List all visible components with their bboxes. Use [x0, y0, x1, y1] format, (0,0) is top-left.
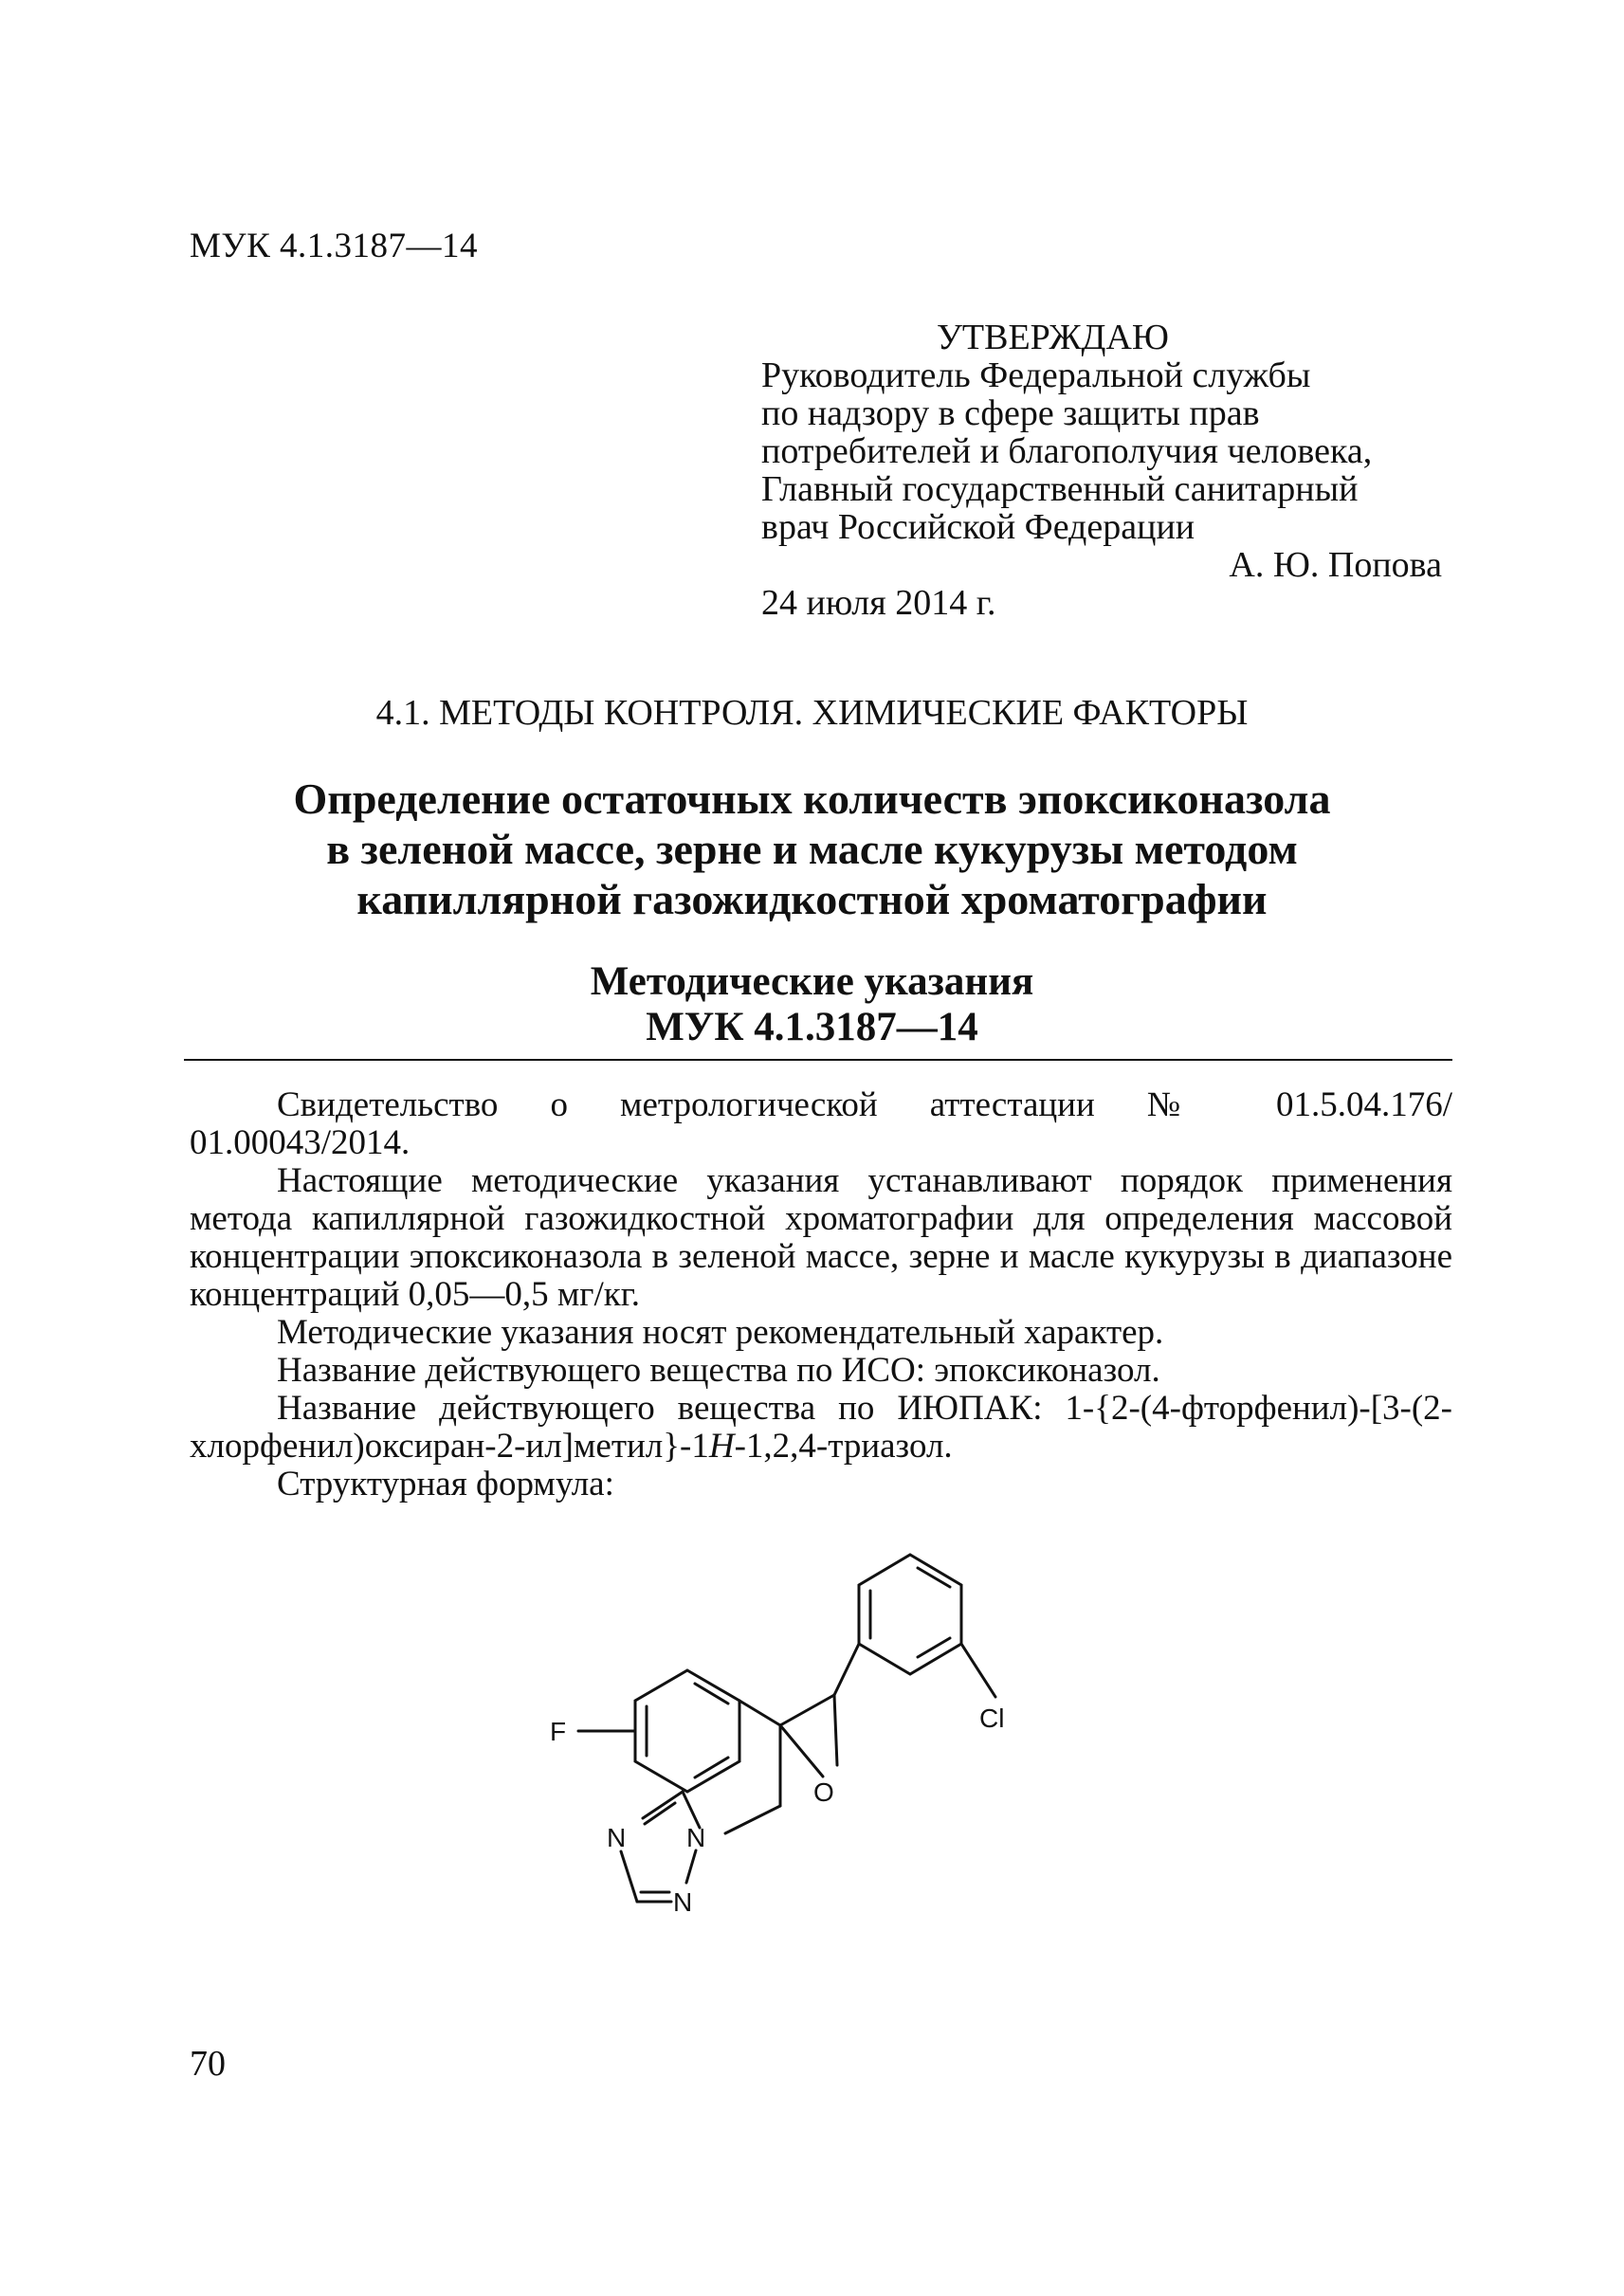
approval-heading: УТВЕРЖДАЮ [937, 318, 1169, 357]
approval-signer: А. Ю. Попова [1229, 545, 1442, 585]
aryl-epoxide-bond [739, 1701, 780, 1725]
epoxide-bond [834, 1695, 837, 1765]
subtitle-line: МУК 4.1.3187—14 [646, 1005, 978, 1049]
atom-label-cl: Cl [979, 1704, 1005, 1733]
aryl-epoxide-bond [834, 1644, 859, 1695]
atom-label-n: N [686, 1823, 706, 1852]
triazole-bond [621, 1851, 637, 1902]
fluorophenyl-ring-double-bond [695, 1684, 728, 1704]
triazole-bond [686, 1850, 696, 1883]
approval-block [761, 319, 1442, 622]
approval-line: врач Российской Федерации [761, 507, 1195, 547]
approval-line: Главный государственный санитарный [761, 469, 1359, 509]
advisory-paragraph: Методические указания носят рекомендательный характер. [277, 1313, 1164, 1352]
certificate-continuation: 01.00043/2014. [190, 1123, 411, 1162]
iupac-name-paragraph [190, 1390, 1452, 1466]
page-number: 70 [190, 2044, 226, 2084]
document-code: МУК 4.1.3187—14 [190, 227, 479, 265]
title-line: капиллярной газожидкостной хроматографии [356, 875, 1268, 923]
section-heading: 4.1. МЕТОДЫ КОНТРОЛЯ. ХИМИЧЕСКИЕ ФАКТОРЫ [375, 693, 1249, 733]
fluorophenyl-ring-double-bond [695, 1758, 728, 1777]
subtitle-line: Методические указания [590, 959, 1034, 1004]
approval-date: 24 июля 2014 г. [761, 583, 996, 623]
iupac-italic-h: H [708, 1427, 735, 1466]
iso-name-paragraph: Название действующего вещества по ИСО: эпоксиконазол. [277, 1351, 1160, 1390]
triazole-bond [643, 1792, 683, 1818]
iupac-name-text: Название действующего вещества по ИЮПАК: 1-{2-(4-фторфенил)-[3-(2-хлорфенил)оксиран-2-ил]метил}-1 [190, 1389, 1452, 1466]
horizontal-rule [184, 1059, 1452, 1061]
document-subtitle [0, 959, 1624, 1050]
purpose-paragraph: Настоящие методические указания устанавливают порядок применения метода капиллярной газожидкостной хроматографии для определения массовой концентрации эпоксиконазола в зеленой массе, зерне и масле кукурузы в диапазоне концентраций 0,05—0,5 мг/кг. [190, 1161, 1452, 1314]
fluorophenyl-ring-bond [635, 1670, 739, 1792]
approval-line: Руководитель Федеральной службы [761, 355, 1311, 395]
epoxide-bond [780, 1725, 823, 1777]
title-line: Определение остаточных количеств эпоксиконазола [293, 774, 1331, 823]
epoxide-bond [780, 1695, 834, 1725]
chlorophenyl-ring-bond [859, 1555, 961, 1674]
atom-label-n: N [673, 1887, 693, 1917]
title-line: в зеленой массе, зерне и масле кукурузы методом [326, 825, 1298, 873]
atom-label-f: F [550, 1717, 567, 1746]
methylene-bond [725, 1806, 780, 1833]
atom-label-o: O [813, 1777, 834, 1807]
atom-label-n: N [607, 1823, 627, 1852]
structural-formula [512, 1545, 1043, 2010]
body-text [190, 1086, 1452, 1503]
approval-line: потребителей и благополучия человека, [761, 431, 1373, 471]
certificate-paragraph: Свидетельство о метрологической аттестации № 01.5.04.176/ [277, 1085, 1452, 1124]
iupac-name-suffix: -1,2,4-триазол. [734, 1427, 953, 1466]
chloro-bond [961, 1644, 995, 1697]
chlorophenyl-ring-double-bond [918, 1568, 950, 1587]
formula-label: Структурная формула: [277, 1465, 614, 1503]
approval-line: по надзору в сфере защиты прав [761, 393, 1260, 433]
document-title [0, 774, 1624, 924]
